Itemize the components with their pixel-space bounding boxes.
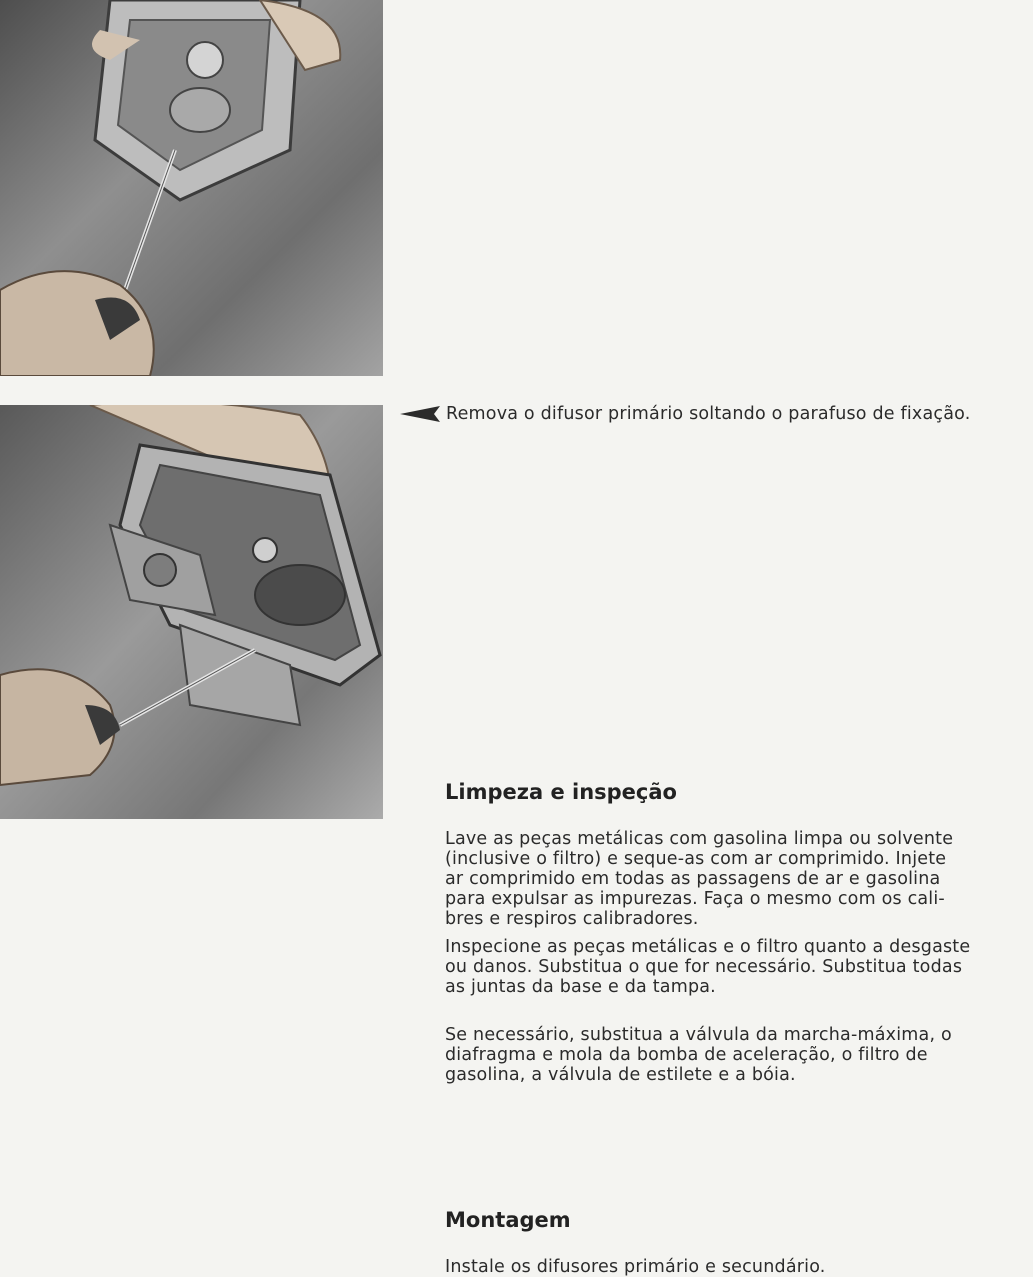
carburetor-photo-top — [0, 0, 383, 376]
carburetor-illustration-bottom — [0, 405, 383, 819]
section-heading-montagem: Montagem — [445, 1208, 571, 1232]
text-line: Inspecione as peças metálicas e o filtro quanto a desgaste — [445, 937, 971, 957]
text-line: diafragma e mola da bomba de aceleração, o filtro de — [445, 1045, 928, 1065]
paragraph-cleaning — [445, 829, 1033, 929]
text-line: Instale os difusores primário e secundário. — [445, 1257, 826, 1277]
section-heading-limpeza: Limpeza e inspeção — [445, 780, 677, 804]
carburetor-photo-bottom — [0, 405, 383, 819]
paragraph-replacement — [445, 1025, 1033, 1085]
carburetor-illustration-top — [0, 0, 383, 376]
caption-text: Remova o difusor primário soltando o parafuso de fixação. — [446, 404, 971, 424]
text-line: ar comprimido em todas as passagens de ar e gasolina — [445, 869, 941, 889]
paragraph-inspection — [445, 937, 1033, 997]
text-line: gasolina, a válvula de estilete e a bóia. — [445, 1065, 796, 1085]
text-line: Se necessário, substitua a válvula da marcha-máxima, o — [445, 1025, 952, 1045]
text-line: (inclusive o filtro) e seque-as com ar comprimido. Injete — [445, 849, 947, 869]
text-line: ou danos. Substitua o que for necessário. Substitua todas — [445, 957, 963, 977]
text-line: Lave as peças metálicas com gasolina limpa ou solvente — [445, 829, 954, 849]
text-line: as juntas da base e da tampa. — [445, 977, 716, 997]
text-line: bres e respiros calibradores. — [445, 909, 699, 929]
pointer-arrow-icon — [400, 406, 440, 422]
paragraph-assembly — [445, 1257, 1033, 1277]
figure-caption — [400, 404, 1033, 424]
text-line: para expulsar as impurezas. Faça o mesmo com os cali- — [445, 889, 945, 909]
